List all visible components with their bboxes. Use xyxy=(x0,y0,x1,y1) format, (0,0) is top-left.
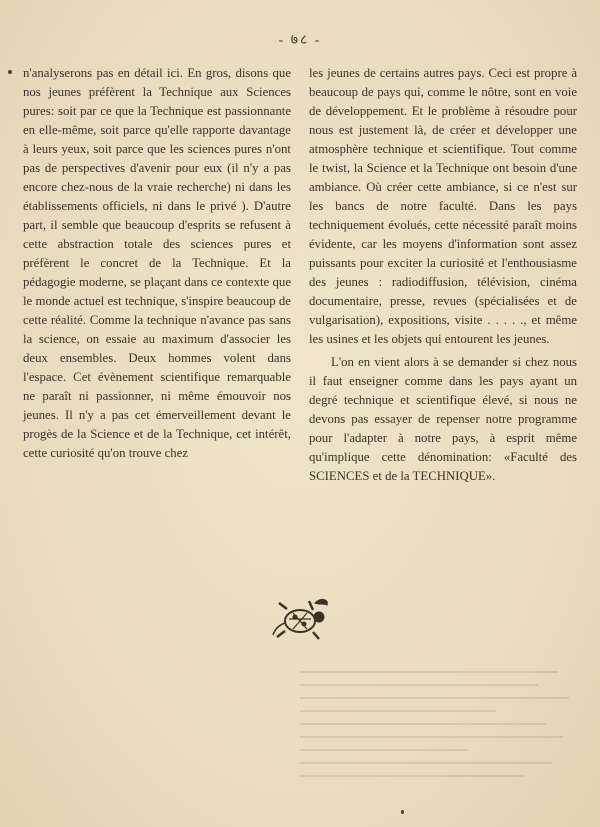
left-column xyxy=(23,64,291,463)
bleed-through-text xyxy=(300,660,580,810)
tortoise-vignette-icon xyxy=(269,595,331,643)
right-column-paragraph-1: les jeunes de certains autres pays. Ceci est propre à beaucoup de pays qui, comme le nôtre, sont en voie de développement. Et le problème à résoudre pour nous est justement là, de créer et développer une atmosphère technique et scientifique. Tout comme le twist, la Science et la Technique ont besoin d'une ambiance. Où créer cette ambiance, si ce n'est sur les bancs de notre faculté. Dans les pays techniquement évolués, cette nécessité paraît moins évidente, car les moyens d'information sont assez puissants pour exciter la curiosité et l'enthousiasme des jeunes : radiodiffusion, télévision, cinéma documentaire, presse, revues (spécialisées et de vulgarisation), expositions, visite . . . . ., et même les usines et les objets qui entourent les jeunes. xyxy=(309,66,577,346)
ink-speck xyxy=(401,810,404,814)
page-number: - ७८ - xyxy=(278,33,322,48)
right-column xyxy=(309,64,577,486)
right-column-paragraph-2: L'on en vient alors à se demander si chez nous il faut enseigner comme dans les pays ayant un degré technique et scientifique élevé, si nous ne devons pas essayer de repenser notre programme pour l'adapter à notre pays, à esprit même qu'implique cette dénomination: «Faculté des SCIENCES et de la TECHNIQUE». xyxy=(309,355,577,483)
left-column-paragraph: n'analyserons pas en détail ici. En gros, disons que nos jeunes préfèrent la Technique aux Sciences pures: soit par ce que la Technique est passionnante en elle-même, soit parce qu'elle rapporte davantage à leurs yeux, soit parce que les sciences pures n'ont pas de perspectives d'avenir pour eux (il n'y a pas encore chez-nous de la vraie recherche) ni dans les établissements officiels, ni dans le privé ). D'autre part, il semble que beaucoup d'esprits se refusent à cette abstraction totale des sciences pures et préfèrent le concret de la Technique. Et la pédagogie moderne, se plaçant dans ce contexte que le monde actuel est technique, s'inspire beaucoup de cette réalité. Comme la technique n'avance pas sans la science, on essaie au maximum d'associer les deux ensembles. Deux hommes volent dans l'espace. Cet évènement scientifique remarquable ne paraît ni passionner, ni même émouvoir nos jeunes. Il n'y a pas cet émerveillement devant le progès de la Science et de la Technique, cet intérêt, cette curiosité qu'on trouve chez xyxy=(23,66,291,460)
margin-bullet-icon xyxy=(8,70,12,74)
